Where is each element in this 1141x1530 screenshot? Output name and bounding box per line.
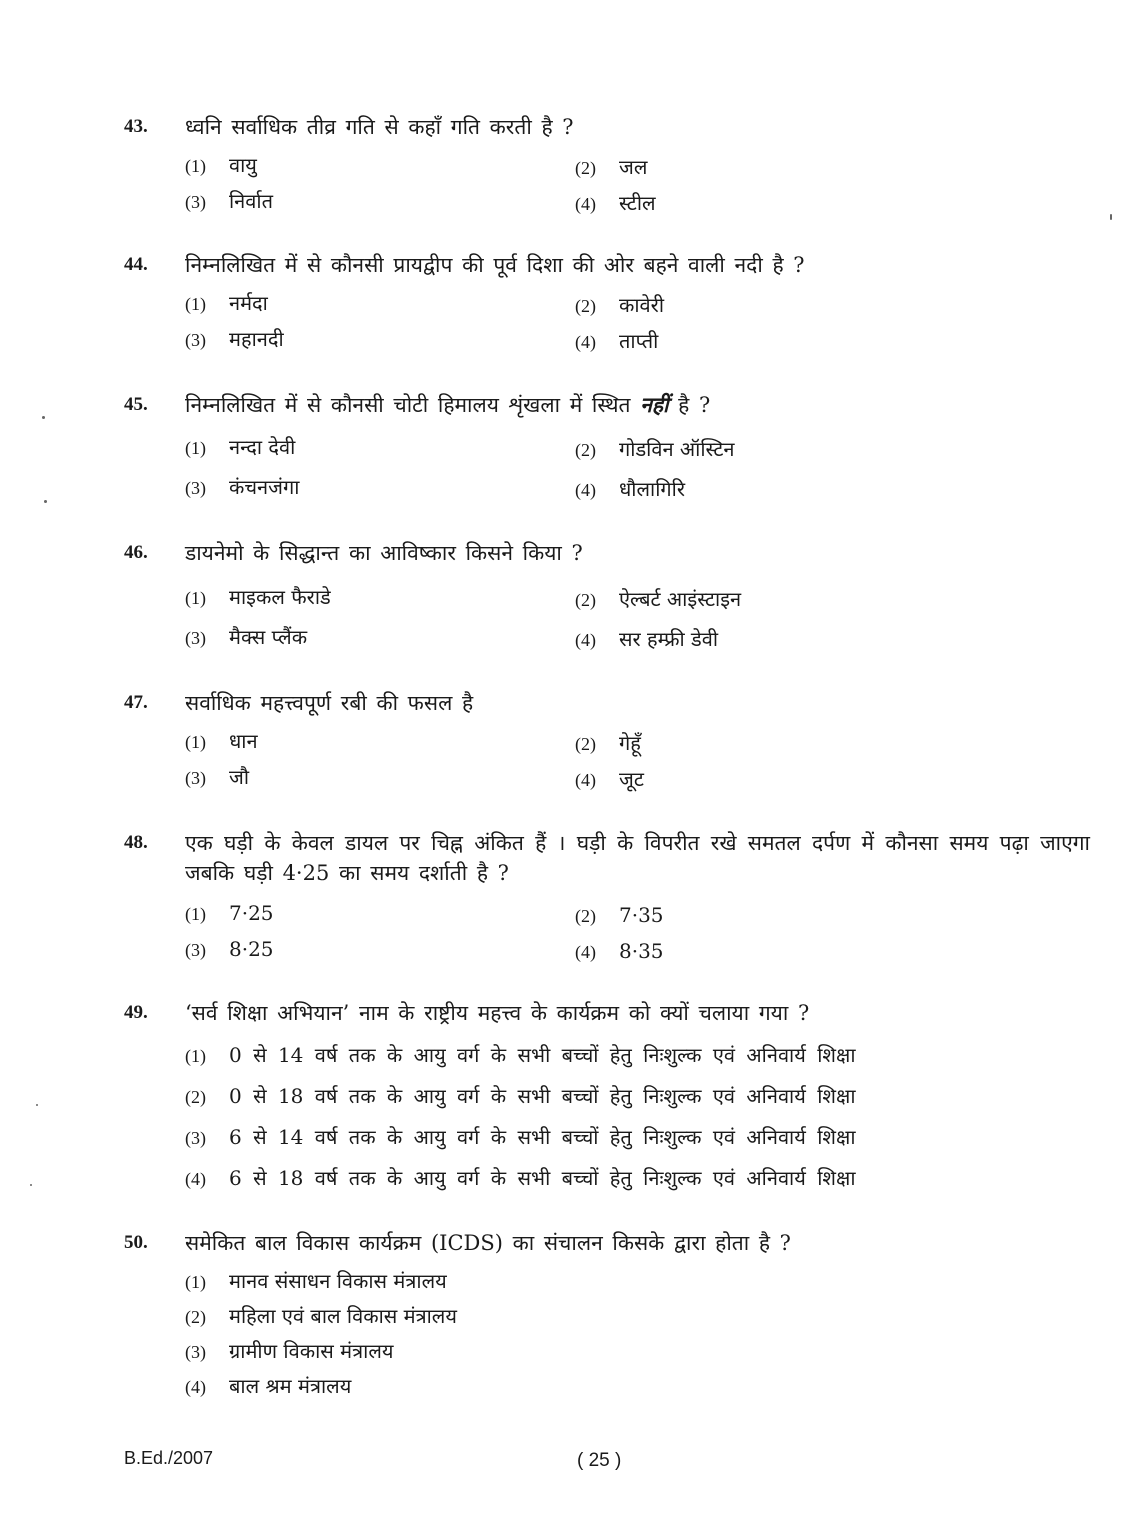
option-1: (1) माइकल फैराडे — [185, 585, 331, 609]
option-1: (1) नर्मदा — [185, 291, 268, 315]
option-1: (1) वायु — [185, 153, 257, 177]
option-4: (4) धौलागिरि — [575, 477, 686, 501]
question-text: समेकित बाल विकास कार्यक्रम (ICDS) का संचालन किसके द्वारा होता है ? — [185, 1231, 791, 1255]
option-4: (4) जूट — [575, 767, 644, 791]
option-1: (1) धान — [185, 729, 258, 753]
question-number: 46. — [124, 542, 148, 563]
question-number: 43. — [124, 116, 148, 137]
option-3: (3) 6 से 14 वर्ष तक के आयु वर्ग के सभी बच्चों हेतु निःशुल्क एवं अनिवार्य शिक्षा — [185, 1125, 856, 1149]
page-number: ( 25 ) — [577, 1450, 622, 1471]
option-3: (3) कंचनजंगा — [185, 475, 300, 499]
question-number: 45. — [124, 394, 148, 415]
scan-speck — [1110, 214, 1112, 220]
question-number: 48. — [124, 832, 148, 853]
option-4: (4) बाल श्रम मंत्रालय — [185, 1374, 352, 1398]
option-4: (4) ताप्ती — [575, 329, 659, 353]
option-1: (1) नन्दा देवी — [185, 435, 296, 459]
option-4: (4) सर हम्फ्री डेवी — [575, 627, 719, 651]
option-3: (3) जौ — [185, 765, 250, 789]
option-2: (2) गेहूँ — [575, 731, 641, 755]
option-3: (3) ग्रामीण विकास मंत्रालय — [185, 1339, 394, 1363]
question-number: 50. — [124, 1232, 148, 1253]
question-number: 47. — [124, 692, 148, 713]
option-4: (4) 8·35 — [575, 939, 664, 963]
scan-speck — [36, 1104, 38, 1106]
scan-speck — [42, 416, 45, 419]
option-1: (1) मानव संसाधन विकास मंत्रालय — [185, 1269, 447, 1293]
option-2: (2) महिला एवं बाल विकास मंत्रालय — [185, 1304, 457, 1328]
scan-speck — [30, 1184, 32, 1186]
question-text: ध्वनि सर्वाधिक तीव्र गति से कहाँ गति करती है ? — [185, 115, 574, 139]
question-text: ‘सर्व शिक्षा अभियान’ नाम के राष्ट्रीय महत्त्व के कार्यक्रम को क्यों चलाया गया ? — [185, 1001, 810, 1025]
option-3: (3) मैक्स प्लैंक — [185, 625, 308, 649]
question-text: डायनेमो के सिद्धान्त का आविष्कार किसने किया ? — [185, 541, 583, 565]
question-text: सर्वाधिक महत्त्वपूर्ण रबी की फसल है — [185, 691, 474, 715]
question-text: निम्नलिखित में से कौनसी प्रायद्वीप की पूर्व दिशा की ओर बहने वाली नदी है ? — [185, 253, 805, 277]
option-1: (1) 7·25 — [185, 901, 274, 925]
emphasis-text: नहीं — [640, 392, 669, 417]
question-number: 44. — [124, 254, 148, 275]
option-2: (2) ऐल्बर्ट आइंस्टाइन — [575, 587, 742, 611]
option-3: (3) निर्वात — [185, 189, 273, 213]
option-2: (2) कावेरी — [575, 293, 665, 317]
option-2: (2) जल — [575, 155, 648, 179]
option-3: (3) 8·25 — [185, 937, 274, 961]
scan-speck — [44, 500, 47, 503]
option-3: (3) महानदी — [185, 327, 284, 351]
option-4: (4) 6 से 18 वर्ष तक के आयु वर्ग के सभी बच्चों हेतु निःशुल्क एवं अनिवार्य शिक्षा — [185, 1166, 856, 1190]
option-2: (2) 0 से 18 वर्ष तक के आयु वर्ग के सभी बच्चों हेतु निःशुल्क एवं अनिवार्य शिक्षा — [185, 1084, 856, 1108]
question-text: निम्नलिखित में से कौनसी चोटी हिमालय शृंखला में स्थित नहीं है ? — [185, 392, 711, 417]
option-2: (2) 7·35 — [575, 903, 664, 927]
option-1: (1) 0 से 14 वर्ष तक के आयु वर्ग के सभी बच्चों हेतु निःशुल्क एवं अनिवार्य शिक्षा — [185, 1043, 856, 1067]
option-4: (4) स्टील — [575, 191, 656, 215]
question-number: 49. — [124, 1002, 148, 1023]
option-2: (2) गोडविन ऑस्टिन — [575, 437, 735, 461]
exam-code: B.Ed./2007 — [124, 1448, 214, 1468]
question-text: एक घड़ी के केवल डायल पर चिह्न अंकित हैं । घड़ी के विपरीत रखे समतल दर्पण में कौनसा समय पढ़ा जाएगा जबकि घड़ी 4·25 का समय दर्शाती है ? — [185, 831, 1090, 885]
